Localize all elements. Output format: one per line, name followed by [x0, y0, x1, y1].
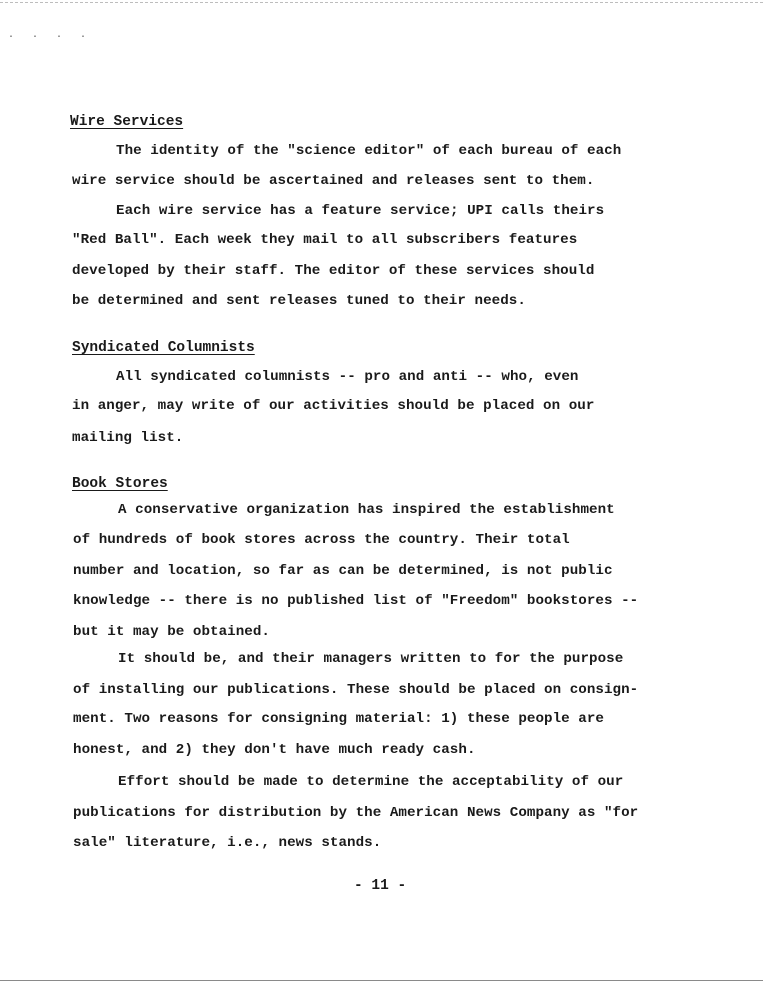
page-number: - 11 -: [354, 878, 407, 894]
text-line: A conservative organization has inspired the establishment: [118, 502, 615, 518]
text-line: mailing list.: [72, 430, 184, 446]
text-line: honest, and 2) they don't have much ready cash.: [73, 742, 476, 758]
scan-specks: . . . .: [8, 30, 93, 41]
text-line: number and location, so far as can be determined, is not public: [73, 563, 613, 579]
text-line: publications for distribution by the American News Company as "for: [73, 805, 639, 821]
text-line: wire service should be ascertained and releases sent to them.: [72, 173, 595, 189]
text-line: Each wire service has a feature service; UPI calls theirs: [116, 203, 605, 219]
text-line: be determined and sent releases tuned to their needs.: [72, 293, 526, 309]
section-heading-book-stores: Book Stores: [72, 476, 168, 492]
text-line: developed by their staff. The editor of these services should: [72, 263, 595, 279]
text-line: knowledge -- there is no published list of "Freedom" bookstores --: [73, 593, 639, 609]
section-heading-wire-services: Wire Services: [70, 114, 184, 130]
text-line: of installing our publications. These should be placed on consign-: [73, 682, 639, 698]
bottom-edge-rule: [0, 980, 763, 981]
top-perforation: [0, 2, 763, 3]
text-line: ment. Two reasons for consigning material: 1) these people are: [73, 711, 604, 727]
text-line: All syndicated columnists -- pro and anti -- who, even: [116, 369, 579, 385]
text-line: "Red Ball". Each week they mail to all subscribers features: [72, 232, 578, 248]
section-heading-syndicated-columnists: Syndicated Columnists: [72, 340, 255, 356]
text-line: of hundreds of book stores across the country. Their total: [73, 532, 570, 548]
text-line: Effort should be made to determine the acceptability of our: [118, 774, 624, 790]
text-line: but it may be obtained.: [73, 624, 270, 640]
text-line: It should be, and their managers written to for the purpose: [118, 651, 624, 667]
text-line: sale" literature, i.e., news stands.: [73, 835, 382, 851]
text-line: in anger, may write of our activities should be placed on our: [72, 398, 595, 414]
text-line: The identity of the "science editor" of each bureau of each: [116, 143, 622, 159]
